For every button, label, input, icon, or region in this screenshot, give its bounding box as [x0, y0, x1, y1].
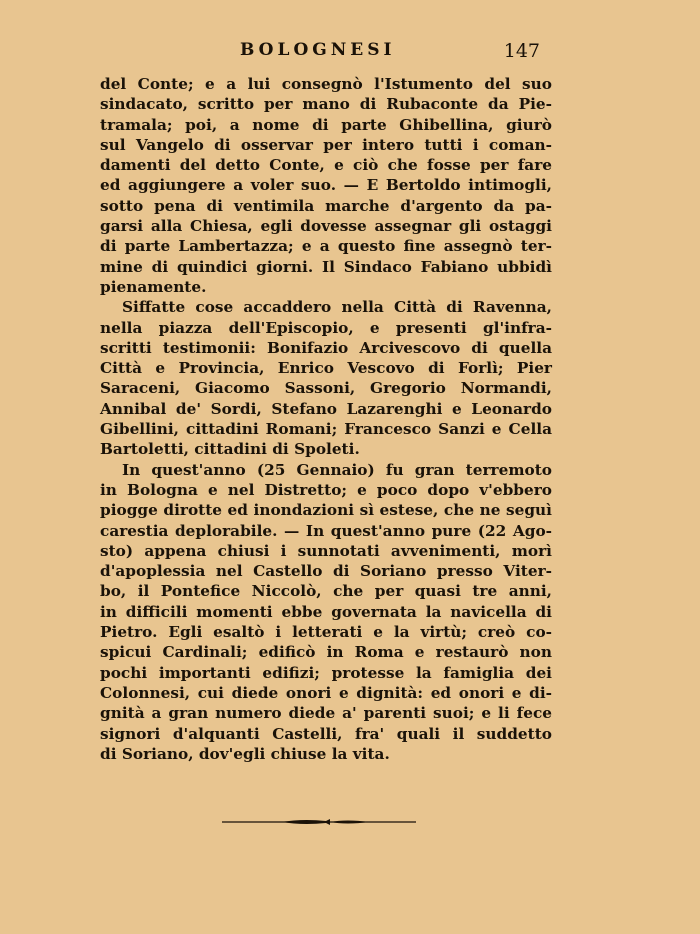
- text-line: del Conte; e a lui consegnò l'Istumento del suo: [100, 75, 552, 93]
- text-line: signori d'alquanti Castelli, fra' quali il suddetto: [100, 724, 552, 743]
- text-line: Siffatte cose accaddero nella Città di Ravenna,: [122, 298, 552, 317]
- text-line: spicui Cardinali; edificò in Roma e restaurò non: [100, 643, 552, 662]
- text-line: garsi alla Chiesa, egli dovesse assegnar gli ostaggi: [100, 217, 552, 236]
- text-line: Colonnesi, cui diede onori e dignità: ed onori e di-: [100, 683, 552, 702]
- text-line: In quest'anno (25 Gennaio) fu gran terremoto: [122, 460, 552, 479]
- text-line: Città e Provincia, Enrico Vescovo di Forlì; Pier: [100, 359, 552, 378]
- text-line: Bartoletti, cittadini di Spoleti.: [100, 440, 360, 459]
- text-line: di Soriano, dov'egli chiuse la vita.: [100, 744, 390, 763]
- text-line: pochi importanti edifizi; protesse la famiglia dei: [100, 663, 552, 682]
- text-line: scritti testimonii: Bonifazio Arcivescovo di quella: [100, 338, 552, 357]
- text-line: sul Vangelo di osservar per intero tutti i coman-: [100, 135, 552, 154]
- text-line: Saraceni, Giacomo Sassoni, Gregorio Normandi,: [100, 379, 552, 398]
- paragraph: [100, 74, 552, 297]
- text-line: ed aggiungere a voler suo. — E Bertoldo intimogli,: [100, 176, 552, 195]
- text-line: carestia deplorabile. — In quest'anno pure (22 Ago-: [100, 521, 552, 540]
- text-line: sto) appena chiusi i sunnotati avvenimenti, morì: [100, 541, 552, 560]
- text-line: mine di quindici giorni. Il Sindaco Fabiano ubbidì: [100, 257, 552, 276]
- running-title: BOLOGNESI: [240, 40, 396, 60]
- text-line: pienamente.: [100, 277, 207, 296]
- page-header: [100, 40, 540, 64]
- text-line: d'apoplessia nel Castello di Soriano presso Viter-: [100, 562, 552, 581]
- text-line: tramala; poi, a nome di parte Ghibellina, giurò: [100, 115, 552, 134]
- text-line: Pietro. Egli esaltò i letterati e la virtù; creò co-: [100, 623, 552, 642]
- text-line: gnità a gran numero diede a' parenti suoi; e li fece: [100, 704, 552, 723]
- text-line: damenti del detto Conte, e ciò che fosse per fare: [100, 156, 552, 175]
- text-line: Gibellini, cittadini Romani; Francesco Sanzi e Cella: [100, 420, 552, 439]
- text-line: sindacato, scritto per mano di Rubaconte da Pie-: [100, 95, 552, 114]
- text-line: in Bologna e nel Distretto; e poco dopo v'ebbero: [100, 480, 552, 499]
- text-line: nella piazza dell'Episcopio, e presenti gl'infra-: [100, 318, 552, 337]
- paragraph: [100, 297, 552, 459]
- body-text: [100, 74, 552, 764]
- paragraph: [100, 460, 552, 764]
- text-line: piogge dirotte ed inondazioni sì estese, che ne seguì: [100, 501, 552, 520]
- page-number: 147: [503, 40, 540, 62]
- text-line: di parte Lambertazza; e a questo fine assegnò ter-: [100, 237, 552, 256]
- text-line: in difficili momenti ebbe governata la navicella di: [100, 602, 552, 621]
- text-line: bo, il Pontefice Niccolò, che per quasi tre anni,: [100, 582, 552, 601]
- text-line: Annibal de' Sordi, Stefano Lazarenghi e Leonardo: [100, 399, 552, 418]
- text-line: sotto pena di ventimila marche d'argento da pa-: [100, 196, 552, 215]
- tailpiece-ornament-icon: [222, 815, 416, 829]
